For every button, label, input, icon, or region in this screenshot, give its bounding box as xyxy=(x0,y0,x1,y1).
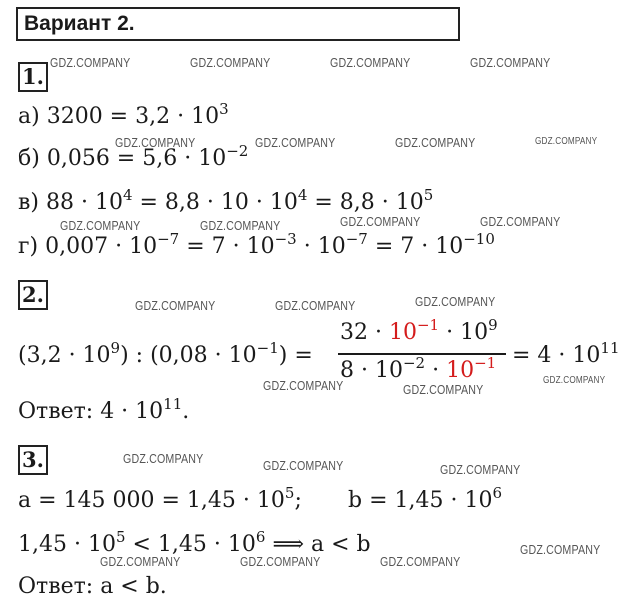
variant-title: Вариант 2. xyxy=(24,12,135,35)
task1-line-g: г) $0,007 \cdot 10^{-7} = 7 \cdot 10^{-3} \cdot 10^{-7} = 7 \cdot 10^{-10}$ xyxy=(18,230,495,259)
watermark: GDZ.COMPANY xyxy=(520,542,601,557)
watermark: GDZ.COMPANY xyxy=(535,136,598,147)
task2-fraction xyxy=(338,316,508,390)
watermark: GDZ.COMPANY xyxy=(330,55,411,70)
task2-answer: Ответ: $4 \cdot 10^{11}$. xyxy=(18,395,190,424)
watermark: GDZ.COMPANY xyxy=(123,451,204,466)
task3-line1: a = 145 $000 = 1,45 \cdot 10^5$; xyxy=(18,484,302,513)
watermark: GDZ.COMPANY xyxy=(50,55,131,70)
fraction-denominator: $8 \cdot 10^{-2} \cdot 10^{-1}$ xyxy=(340,354,497,383)
watermark: GDZ.COMPANY xyxy=(415,294,496,309)
watermark: GDZ.COMPANY xyxy=(340,214,421,229)
task3-line1-b: $b = 1,45 \cdot 10^6$ xyxy=(348,484,503,513)
watermark: GDZ.COMPANY xyxy=(380,554,461,569)
fraction-numerator: $32 \cdot 10^{-1} \cdot 10^9$ xyxy=(340,316,498,345)
watermark: GDZ.COMPANY xyxy=(275,298,356,313)
task-number-1: 1. xyxy=(18,62,48,92)
watermark: GDZ.COMPANY xyxy=(190,55,271,70)
task-number-2: 2. xyxy=(18,280,48,310)
watermark: GDZ.COMPANY xyxy=(240,554,321,569)
watermark: GDZ.COMPANY xyxy=(60,218,141,233)
task-number-3: 3. xyxy=(18,445,48,475)
watermark: GDZ.COMPANY xyxy=(395,135,476,150)
watermark: GDZ.COMPANY xyxy=(403,382,484,397)
watermark: GDZ.COMPANY xyxy=(263,378,344,393)
watermark: GDZ.COMPANY xyxy=(135,298,216,313)
watermark: GDZ.COMPANY xyxy=(255,135,336,150)
variant-title-box xyxy=(16,7,460,41)
task1-line-v: в) $88 \cdot 10^4 = 8,8 \cdot 10 \cdot 10^4 = 8,8 \cdot 10^5$ xyxy=(18,186,434,215)
watermark: GDZ.COMPANY xyxy=(543,375,606,386)
watermark: GDZ.COMPANY xyxy=(440,462,521,477)
task1-line-b: б) $0,056 = 5,6 \cdot 10^{-2}$ xyxy=(18,142,249,171)
watermark: GDZ.COMPANY xyxy=(115,135,196,150)
task3-answer: Ответ: a < b. xyxy=(18,574,167,599)
watermark: GDZ.COMPANY xyxy=(100,554,181,569)
watermark: GDZ.COMPANY xyxy=(480,214,561,229)
task2-rhs: = $4 \cdot 10^{11}$ xyxy=(512,339,620,368)
watermark: GDZ.COMPANY xyxy=(200,218,281,233)
task2-lhs: $(3,2 \cdot 10^9)$ : $(0,08 \cdot 10^{-1})$ = xyxy=(18,339,313,368)
task1-line-a: а) $3200 = 3,2 \cdot 10^3$ xyxy=(18,100,229,129)
watermark: GDZ.COMPANY xyxy=(263,458,344,473)
watermark: GDZ.COMPANY xyxy=(470,55,551,70)
task3-line2: $1,45 \cdot 10^5 < 1,45 \cdot 10^6$ ⟹ a < b xyxy=(18,528,371,557)
